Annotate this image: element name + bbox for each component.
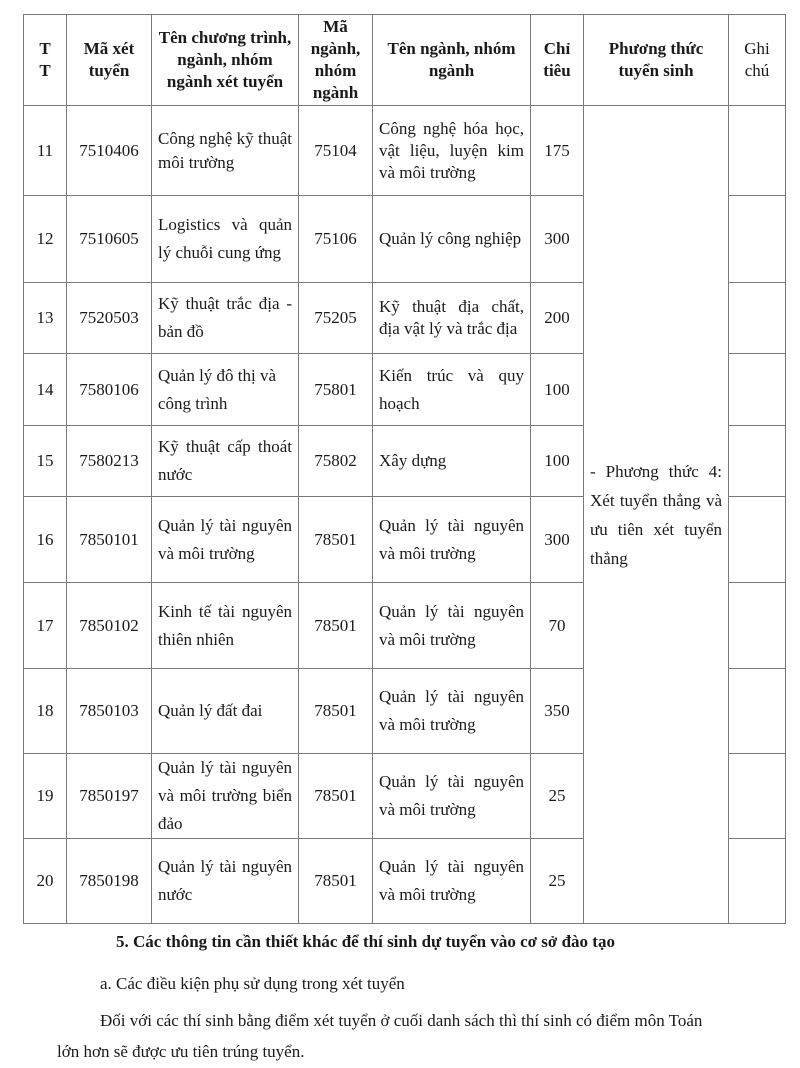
header-ten-chuong-trinh: Tên chương trình, ngành, nhóm ngành xét tuyển	[152, 15, 299, 106]
cell-code: 75106	[299, 196, 373, 283]
cell-group: Quản lý công nghiệp	[373, 196, 531, 283]
cell-ma: 7850198	[67, 839, 152, 924]
cell-tt: 15	[24, 426, 67, 497]
cell-code: 75104	[299, 106, 373, 196]
header-phuong-thuc: Phương thức tuyển sinh	[584, 15, 729, 106]
admission-table	[23, 14, 786, 924]
cell-ma: 7510605	[67, 196, 152, 283]
cell-ma: 7850102	[67, 583, 152, 669]
cell-tt: 19	[24, 754, 67, 839]
cell-note	[729, 426, 786, 497]
cell-tt: 16	[24, 497, 67, 583]
cell-program: Kỹ thuật trắc địa - bản đồ	[152, 283, 299, 354]
header-chi-tieu: Chỉ tiêu	[531, 15, 584, 106]
cell-program: Kinh tế tài nguyên thiên nhiên	[152, 583, 299, 669]
cell-program: Kỹ thuật cấp thoát nước	[152, 426, 299, 497]
cell-code: 78501	[299, 754, 373, 839]
cell-ma: 7510406	[67, 106, 152, 196]
cell-code: 75802	[299, 426, 373, 497]
cell-program: Quản lý tài nguyên nước	[152, 839, 299, 924]
cell-code: 78501	[299, 669, 373, 754]
cell-quota: 200	[531, 283, 584, 354]
cell-note	[729, 196, 786, 283]
header-tt: T T	[24, 15, 67, 106]
cell-program: Quản lý đô thị và công trình	[152, 354, 299, 426]
header-ma-nganh: Mã ngành, nhóm ngành	[299, 15, 373, 106]
cell-note	[729, 754, 786, 839]
cell-tt: 12	[24, 196, 67, 283]
cell-note	[729, 497, 786, 583]
cell-group: Quản lý tài nguyên và môi trường	[373, 754, 531, 839]
cell-ma: 7850103	[67, 669, 152, 754]
cell-code: 75801	[299, 354, 373, 426]
paragraph-line-2: lớn hơn sẽ được ưu tiên trúng tuyển.	[57, 1042, 305, 1061]
cell-note	[729, 583, 786, 669]
cell-method: - Phương thức 4: Xét tuyển thẳng và ưu tiên xét tuyển thẳng	[584, 106, 729, 924]
header-ten-nganh: Tên ngành, nhóm ngành	[373, 15, 531, 106]
cell-group: Quản lý tài nguyên và môi trường	[373, 497, 531, 583]
cell-note	[729, 669, 786, 754]
header-ghi-chu: Ghi chú	[729, 15, 786, 106]
cell-quota: 300	[531, 497, 584, 583]
cell-tt: 20	[24, 839, 67, 924]
cell-code: 75205	[299, 283, 373, 354]
cell-ma: 7580106	[67, 354, 152, 426]
cell-group: Kỹ thuật địa chất, địa vật lý và trắc địa	[373, 283, 531, 354]
header-ma-xet-tuyen: Mã xét tuyển	[67, 15, 152, 106]
cell-ma: 7580213	[67, 426, 152, 497]
cell-note	[729, 354, 786, 426]
cell-code: 78501	[299, 497, 373, 583]
cell-program: Quản lý tài nguyên và môi trường	[152, 497, 299, 583]
cell-group: Kiến trúc và quy hoạch	[373, 354, 531, 426]
cell-note	[729, 839, 786, 924]
cell-group: Quản lý tài nguyên và môi trường	[373, 669, 531, 754]
cell-quota: 175	[531, 106, 584, 196]
cell-tt: 13	[24, 283, 67, 354]
cell-quota: 100	[531, 354, 584, 426]
subsection-a: a. Các điều kiện phụ sử dụng trong xét tuyển	[100, 974, 405, 993]
section-heading: 5. Các thông tin cần thiết khác để thí sinh dự tuyển vào cơ sở đào tạo	[116, 932, 615, 951]
cell-quota: 25	[531, 754, 584, 839]
cell-quota: 350	[531, 669, 584, 754]
cell-tt: 11	[24, 106, 67, 196]
cell-group: Quản lý tài nguyên và môi trường	[373, 583, 531, 669]
cell-group: Quản lý tài nguyên và môi trường	[373, 839, 531, 924]
cell-ma: 7850197	[67, 754, 152, 839]
cell-program: Quản lý tài nguyên và môi trường biển đảo	[152, 754, 299, 839]
cell-quota: 100	[531, 426, 584, 497]
paragraph-line-1: Đối với các thí sinh bằng điểm xét tuyển ở cuối danh sách thì thí sinh có điểm môn Toán	[100, 1011, 703, 1030]
cell-ma: 7850101	[67, 497, 152, 583]
cell-code: 78501	[299, 839, 373, 924]
table-row	[24, 106, 786, 196]
cell-program: Công nghệ kỹ thuật môi trường	[152, 106, 299, 196]
cell-ma: 7520503	[67, 283, 152, 354]
cell-tt: 18	[24, 669, 67, 754]
cell-note	[729, 283, 786, 354]
cell-program: Quản lý đất đai	[152, 669, 299, 754]
cell-group: Công nghệ hóa học, vật liệu, luyện kim và môi trường	[373, 106, 531, 196]
cell-quota: 300	[531, 196, 584, 283]
cell-program: Logistics và quản lý chuỗi cung ứng	[152, 196, 299, 283]
table-header-row	[24, 15, 786, 106]
cell-note	[729, 106, 786, 196]
cell-quota: 25	[531, 839, 584, 924]
cell-group: Xây dựng	[373, 426, 531, 497]
cell-tt: 14	[24, 354, 67, 426]
cell-tt: 17	[24, 583, 67, 669]
cell-code: 78501	[299, 583, 373, 669]
cell-quota: 70	[531, 583, 584, 669]
